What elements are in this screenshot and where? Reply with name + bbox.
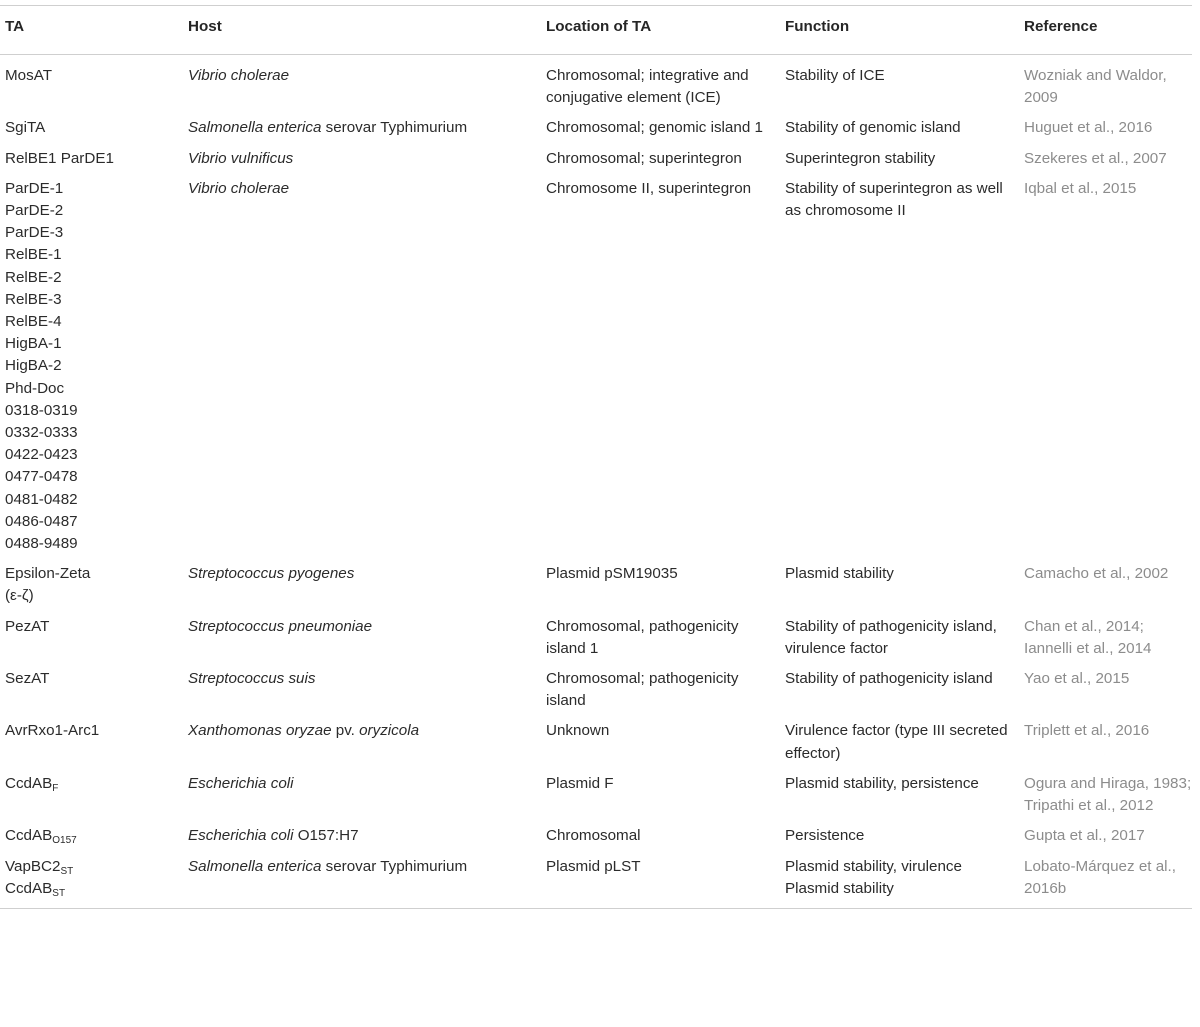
ta-name: Phd-Doc (5, 379, 65, 397)
ta-subscript: ST (52, 887, 66, 899)
ta-cell (0, 559, 183, 611)
ta-name: Epsilon-Zeta (5, 565, 91, 583)
reference-cell: Triplett et al., 2016 (1024, 722, 1150, 740)
table-body (0, 55, 1192, 909)
host-text: Streptococcus pyogenes (188, 565, 355, 583)
location-cell: Chromosomal; genomic island 1 (546, 119, 763, 137)
host-cell (183, 821, 541, 851)
reference-cell: Lobato-Márquez et al., 2016b (1019, 852, 1192, 909)
host-text: Salmonella enterica (188, 857, 322, 875)
reference-cell: Iqbal et al., 2015 (1024, 179, 1137, 197)
ta-cell (0, 769, 183, 821)
location-cell: Plasmid pSM19035 (546, 565, 678, 583)
location-cell: Unknown (546, 722, 610, 740)
function-cell: Plasmid stability, persistence (785, 774, 979, 792)
ta-name: 0332-0333 (5, 424, 78, 442)
function-cell: Stability of pathogenicity island, virulence factor (785, 617, 997, 657)
table-header (0, 6, 1192, 55)
function-cell: Virulence factor (type III secreted effector) (785, 722, 1008, 762)
ta-name: PezAT (5, 617, 50, 635)
reference-cell: Szekeres et al., 2007 (1024, 149, 1167, 167)
host-text: Vibrio cholerae (188, 179, 290, 197)
host-text: Streptococcus pneumoniae (188, 617, 373, 635)
table-row (0, 113, 1192, 143)
ta-cell (0, 852, 183, 909)
ta-name: CcdAB$_F$ (5, 774, 59, 794)
ta-name: 0422-0423 (5, 446, 78, 464)
host-cell (183, 769, 541, 821)
host-text: Xanthomonas oryzae (188, 722, 332, 740)
host-text: Streptococcus suis (188, 670, 316, 688)
host-text: O157:H7 (293, 827, 359, 845)
host-cell (183, 559, 541, 611)
ta-name: HigBA-2 (5, 357, 62, 375)
host-text: Vibrio vulnificus (188, 149, 294, 167)
location-cell: Chromosomal (546, 827, 641, 845)
host-cell (183, 852, 541, 909)
host-text: Salmonella enterica (188, 119, 322, 137)
ta-name: AvrRxo1-Arc1 (5, 722, 100, 740)
function-cell: Persistence (785, 827, 865, 845)
host-cell (183, 144, 541, 174)
ta-name: CcdAB$_{ST}$ (5, 879, 66, 899)
ta-name: $VapBC2_{ST}$ (5, 857, 74, 877)
ta-name: ParDE-3 (5, 224, 64, 242)
table-row (0, 664, 1192, 716)
location-cell: Chromosomal, pathogenicity island 1 (546, 617, 739, 657)
host-cell (183, 716, 541, 768)
host-text: oryzicola (359, 722, 420, 740)
header-location: Location of TA (541, 6, 780, 55)
reference-cell: Ogura and Hiraga, 1983; Tripathi et al., 2012 (1024, 774, 1192, 815)
header-function: Function (780, 6, 1019, 55)
ta-subscript: O157 (52, 835, 77, 847)
ta-name: RelBE-3 (5, 290, 62, 308)
ta-name: 0488-9489 (5, 535, 78, 553)
ta-name: SgiTA (5, 119, 46, 137)
location-cell: Chromosomal; integrative and conjugative element (ICE) (546, 67, 749, 107)
location-cell: Chromosomal; superintegron (546, 149, 742, 167)
ta-cell (0, 821, 183, 851)
function-cell: Plasmid stability (785, 565, 894, 583)
ta-name: MosAT (5, 67, 52, 84)
ta-name: ParDE-2 (5, 202, 64, 220)
host-cell (183, 55, 541, 114)
ta-subscript: F (52, 782, 59, 794)
location-cell: Chromosome II, superintegron (546, 179, 752, 197)
ta-name: 0477-0478 (5, 468, 78, 486)
ta-name: RelBE1 ParDE1 (5, 149, 114, 167)
header-ta: TA (0, 6, 183, 55)
location-cell: Chromosomal; pathogenicity island (546, 670, 739, 710)
table-row (0, 716, 1192, 768)
table-row (0, 852, 1192, 909)
ta-name: ParDE-1 (5, 179, 64, 197)
host-text: serovar Typhimurium (321, 857, 468, 875)
ta-name: RelBE-2 (5, 268, 62, 286)
ta-cell (0, 612, 183, 664)
host-text: Vibrio cholerae (188, 67, 290, 84)
location-cell: Plasmid F (546, 774, 614, 792)
header-host: Host (183, 6, 541, 55)
ta-name: SezAT (5, 670, 50, 688)
host-cell (183, 174, 541, 559)
host-cell (183, 612, 541, 664)
ta-systems-table (0, 5, 1192, 909)
ta-cell (0, 144, 183, 174)
ta-cell (0, 55, 183, 114)
function-cell: Stability of ICE (785, 67, 885, 84)
host-text: pv. (331, 722, 360, 740)
ta-cell (0, 113, 183, 143)
ta-name: 0318-0319 (5, 401, 78, 419)
ta-name: CcdAB$_{O157}$ (5, 827, 77, 847)
host-text: Escherichia coli (188, 774, 294, 792)
host-text: Escherichia coli (188, 827, 294, 845)
reference-cell: Chan et al., 2014; Iannelli et al., 2014 (1024, 617, 1152, 657)
location-cell: Plasmid pLST (541, 852, 780, 909)
ta-name: (ε-ζ) (5, 587, 34, 605)
table-row (0, 559, 1192, 611)
host-cell (183, 113, 541, 143)
function-cell: Stability of superintegron as well as chromosome II (785, 179, 1003, 220)
ta-cell (0, 716, 183, 768)
host-text: serovar Typhimurium (321, 119, 468, 137)
reference-cell: Gupta et al., 2017 (1024, 827, 1145, 845)
reference-cell: Wozniak and Waldor, 2009 (1024, 67, 1167, 107)
reference-cell: Huguet et al., 2016 (1024, 119, 1153, 137)
table-row (0, 174, 1192, 559)
table-row (0, 144, 1192, 174)
ta-subscript: ST (60, 865, 74, 877)
reference-cell: Camacho et al., 2002 (1024, 565, 1169, 583)
table-row (0, 612, 1192, 664)
reference-cell: Yao et al., 2015 (1024, 670, 1130, 688)
ta-name: RelBE-1 (5, 246, 62, 264)
host-cell (183, 664, 541, 716)
ta-name: 0486-0487 (5, 512, 78, 530)
function-cell: Plasmid stability, virulence Plasmid stability (780, 852, 1019, 909)
header-row (0, 6, 1192, 55)
ta-cell (0, 174, 183, 559)
table-row (0, 55, 1192, 114)
ta-cell (0, 664, 183, 716)
ta-name: 0481-0482 (5, 490, 78, 508)
table-row (0, 821, 1192, 851)
function-cell: Stability of pathogenicity island (785, 670, 993, 688)
function-cell: Superintegron stability (785, 149, 936, 167)
ta-name: RelBE-4 (5, 313, 62, 331)
function-cell: Stability of genomic island (785, 119, 961, 137)
ta-name: HigBA-1 (5, 335, 62, 353)
table-row (0, 769, 1192, 821)
header-reference: Reference (1019, 6, 1192, 55)
